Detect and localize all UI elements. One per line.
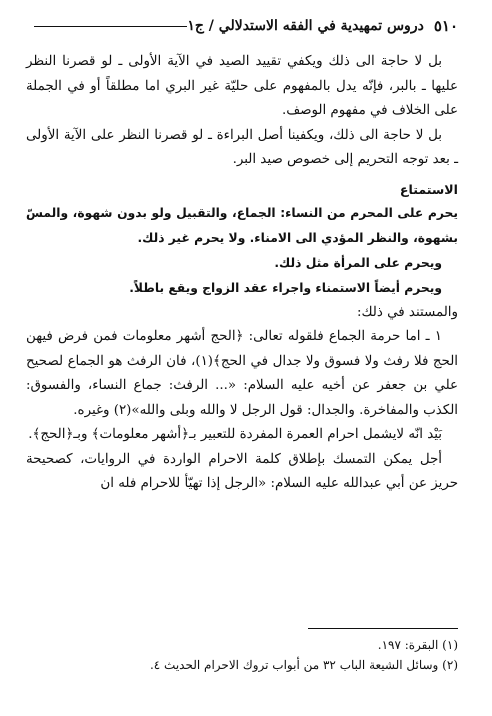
evidence-paragraph-2: بَيْد انّه لايشمل احرام العمرة المفردة للتعبير بـ﴿أشهر معلومات﴾ وبـ﴿الحج﴾. — [28, 427, 442, 442]
evidence-paragraph-3: أجل يمكن التمسك بإطلاق كلمة الاحرام الواردة في الروايات، كصحيحة حريز عن أبي عبدالله عليه السلام: «الرجل إذا تهيّأ للاحرام فله ان — [26, 451, 458, 491]
ruling-1: يحرم على المحرم من النساء: الجماع، والتقبيل ولو بدون شهوة، والمسّ بشهوة، والنظر المؤدي الى الامناء. ولا يحرم غير ذلك. — [26, 205, 458, 245]
ruling-3: ويحرم أيضاً الاستمناء واجراء عقد الزواج ويقع باطلاً. — [129, 280, 442, 295]
paragraph-2: بل لا حاجة الى ذلك، ويكفينا أصل البراءة ـ لو قصرنا النظر على الآية الأولى ـ بعد توجه التحريم إلى خصوص صيد البر. — [26, 127, 458, 167]
running-title: دروس تمهيدية في الفقه الاستدلالي / ج١ — [187, 18, 424, 34]
footnote-1: (١) البقرة: ١٩٧. — [377, 638, 458, 652]
section-heading: الاستمتاع — [399, 181, 458, 197]
page-header — [26, 16, 458, 36]
evidence-intro: والمستند في ذلك: — [357, 304, 458, 320]
paragraph-1: بل لا حاجة الى ذلك ويكفي تقييد الصيد في الآية الأولى ـ لو قصرنا النظر عليها ـ بالبر، فإنّه يدل بالمفهوم على حليّة غير البري اما مطلقاً أو في الجملة على الخلاف في مفهوم الوصف. — [26, 54, 458, 118]
footnotes — [26, 628, 458, 675]
body-text — [26, 50, 458, 497]
evidence-paragraph-1: ١ ـ اما حرمة الجماع فلقوله تعالى: ﴿الحج أشهر معلومات فمن فرض فيهن الحج فلا رفث ولا فسوق ولا جدال في الحج﴾(١)، فان الرفث هو الجماع لصحيح علي بن جعفر عن أخيه عليه السلام: «... الرفث: جماع النساء، والفسوق: الكذب والمفاخرة. والجدال: قول الرجل لا والله وبلى والله»(٢) وغيره. — [26, 329, 458, 418]
header-rule — [34, 26, 187, 27]
ruling-2: ويحرم على المرأة مثل ذلك. — [274, 255, 442, 270]
footnote-2: (٢) وسائل الشيعة الباب ٣٢ من أبواب تروك الاحرام الحديث ٤. — [149, 658, 458, 672]
page-number: ٥١٠ — [433, 17, 458, 35]
footnote-rule — [308, 628, 458, 629]
